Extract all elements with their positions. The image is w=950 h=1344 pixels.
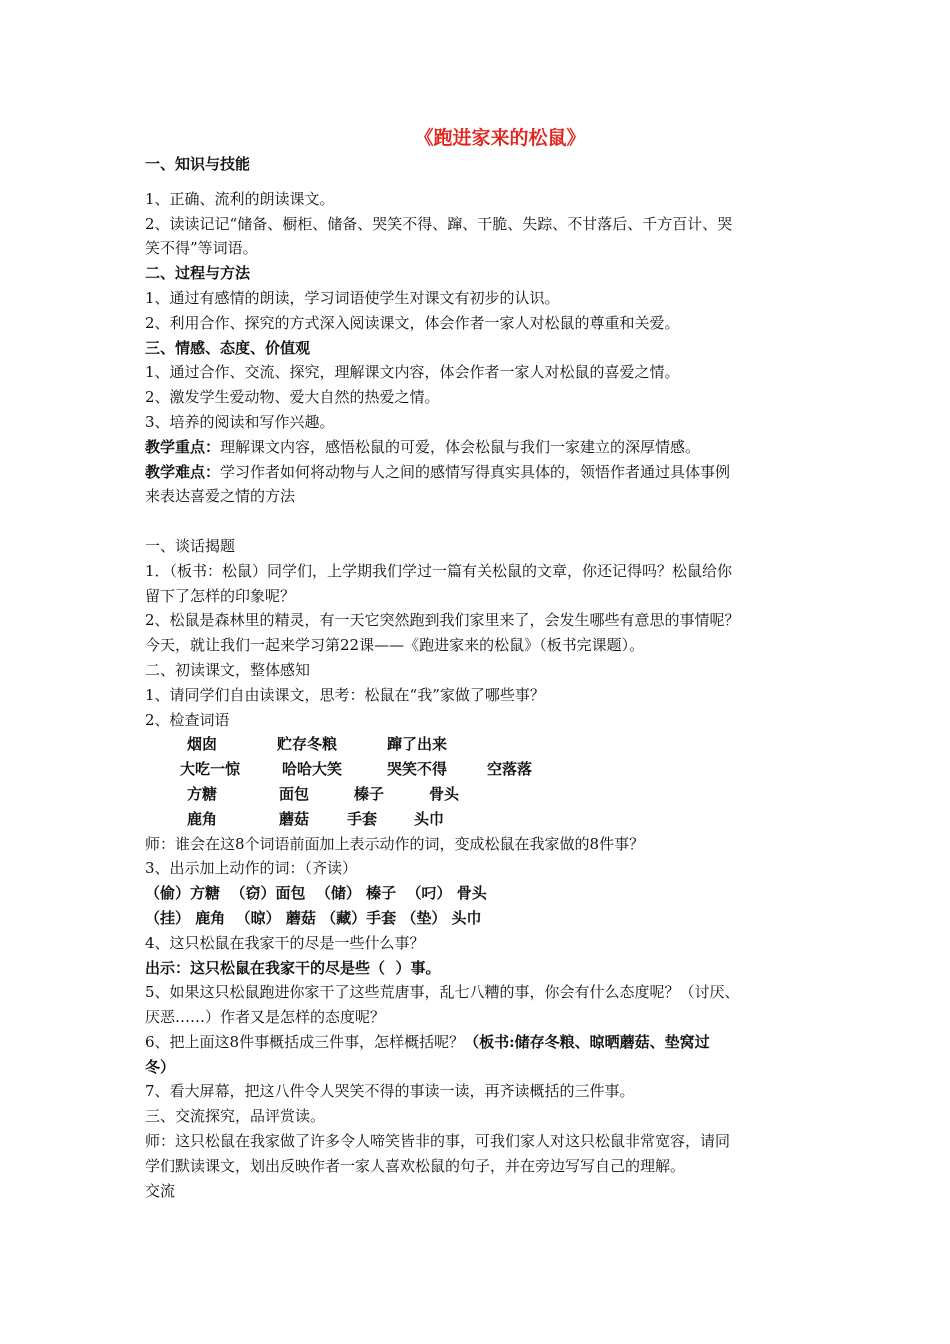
teaching-difficulty bbox=[145, 460, 815, 485]
word-row bbox=[145, 732, 815, 757]
section-heading: 二、初读课文，整体感知 bbox=[145, 660, 311, 679]
paragraph-line: 7、看大屏幕，把这八件令人哭笑不得的事读一读，再齐读概括的三件事。 bbox=[145, 1082, 635, 1101]
vocab-word: 大吃一惊 bbox=[180, 760, 241, 779]
paragraph-line: 1．（板书：松鼠）同学们，上学期我们学过一篇有关松鼠的文章，你还记得吗？松鼠给你 bbox=[145, 561, 733, 580]
vocab-word: 哭笑不得 bbox=[387, 760, 448, 779]
paragraph-line: 3、培养的阅读和写作兴趣。 bbox=[145, 412, 335, 431]
document-page bbox=[145, 124, 815, 1203]
action-words-line: （偷）方糖 （窃）面包 （储） 榛子 （叼） 骨头 bbox=[145, 884, 487, 903]
paragraph-line: 冬） bbox=[145, 1057, 176, 1076]
paragraph-line: 2、松鼠是森林里的精灵，有一天它突然跑到我们家里来了，会发生哪些有意思的事情呢？ bbox=[145, 611, 740, 630]
vocab-word: 面包 bbox=[279, 784, 310, 803]
paragraph-line: 今天，就让我们一起来学习第22课——《跑进家来的松鼠》（板书完课题）。 bbox=[145, 636, 645, 655]
vocab-word: 骨头 bbox=[429, 784, 460, 803]
vocab-word: 哈哈大笑 bbox=[282, 760, 343, 779]
paragraph-line: 2、激发学生爱动物、爱大自然的热爱之情。 bbox=[145, 388, 440, 407]
paragraph-line: 2、读读记记“储备、橱柜、储备、哭笑不得、蹿、干脆、失踪、不甘落后、千方百计、哭 bbox=[145, 214, 733, 233]
paragraph-line: 1、请同学们自由读课文，思考：松鼠在“我”家做了哪些事？ bbox=[145, 685, 545, 704]
step6-text: 6、把上面这8件事概括成三件事，怎样概括呢？ bbox=[145, 1032, 465, 1051]
document-title: 《跑进家来的松鼠》 bbox=[414, 127, 586, 149]
paragraph-line: 笑不得”等词语。 bbox=[145, 239, 258, 258]
key-label: 教学重点： bbox=[145, 437, 221, 456]
word-row bbox=[145, 757, 815, 782]
board-note: （板书:储存冬粮、晾晒蘑菇、垫窝过 bbox=[464, 1032, 710, 1051]
paragraph-line: 厌恶……）作者又是怎样的态度呢？ bbox=[145, 1008, 386, 1027]
paragraph-line: 2、检查词语 bbox=[145, 710, 230, 729]
heading-process: 二、过程与方法 bbox=[145, 264, 251, 283]
word-row bbox=[145, 782, 815, 807]
paragraph-line: 来表达喜爱之情的方法 bbox=[145, 487, 296, 506]
section-heading: 三、交流探究，品评赏读。 bbox=[145, 1107, 326, 1126]
paragraph-line: 3、出示加上动作的词：（齐读） bbox=[145, 859, 358, 878]
vocab-word: 空落落 bbox=[487, 760, 533, 779]
difficulty-label: 教学难点： bbox=[145, 462, 221, 481]
heading-values: 三、情感、态度、价值观 bbox=[145, 338, 311, 357]
paragraph-line: 留下了怎样的印象呢？ bbox=[145, 586, 296, 605]
display-line: 出示：这只松鼠在我家干的尽是些（ ）事。 bbox=[145, 958, 441, 977]
teaching-key-point bbox=[145, 435, 815, 460]
difficulty-text: 学习作者如何将动物与人之间的感情写得真实具体的，领悟作者通过具体事例 bbox=[220, 462, 731, 481]
vocab-word: 头巾 bbox=[414, 809, 445, 828]
vocab-word: 方糖 bbox=[187, 784, 218, 803]
action-words-line: （挂） 鹿角 （晾） 蘑菇 （藏）手套 （垫） 头巾 bbox=[145, 908, 482, 927]
paragraph-line: 师：这只松鼠在我家做了许多令人啼笑皆非的事，可我们家人对这只松鼠非常宽容，请同 bbox=[145, 1132, 731, 1151]
section-heading: 一、谈话揭题 bbox=[145, 536, 236, 555]
vocab-word: 贮存冬粮 bbox=[277, 735, 338, 754]
paragraph-line: 交流 bbox=[145, 1181, 176, 1200]
vocab-word: 鹿角 bbox=[187, 809, 218, 828]
paragraph-line: 1、正确、流利的朗读课文。 bbox=[145, 189, 335, 208]
paragraph-line bbox=[145, 1030, 815, 1055]
paragraph-line: 5、如果这只松鼠跑进你家干了这些荒唐事，乱七八糟的事，你会有什么态度呢？（讨厌、 bbox=[145, 983, 740, 1002]
vocab-word: 蹿了出来 bbox=[387, 735, 448, 754]
vocab-word: 蘑菇 bbox=[279, 809, 310, 828]
paragraph-line: 1、通过有感情的朗读，学习词语使学生对课文有初步的认识。 bbox=[145, 288, 560, 307]
vocab-word: 榛子 bbox=[354, 784, 385, 803]
paragraph-line: 学们默读课文，划出反映作者一家人喜欢松鼠的句子，并在旁边写写自己的理解。 bbox=[145, 1156, 686, 1175]
word-row bbox=[145, 807, 815, 832]
vocab-word: 烟囱 bbox=[187, 735, 218, 754]
paragraph-line: 2、利用合作、探究的方式深入阅读课文，体会作者一家人对松鼠的尊重和关爱。 bbox=[145, 313, 680, 332]
paragraph-line: 师：谁会在这8个词语前面加上表示动作的词，变成松鼠在我家做的8件事？ bbox=[145, 834, 645, 853]
vocab-word: 手套 bbox=[347, 809, 378, 828]
key-text: 理解课文内容，感悟松鼠的可爱，体会松鼠与我们一家建立的深厚情感。 bbox=[220, 437, 701, 456]
paragraph-line: 1、通过合作、交流、探究，理解课文内容，体会作者一家人对松鼠的喜爱之情。 bbox=[145, 363, 680, 382]
heading-knowledge: 一、知识与技能 bbox=[145, 155, 251, 173]
paragraph-line: 4、这只松鼠在我家干的尽是一些什么事？ bbox=[145, 933, 425, 952]
